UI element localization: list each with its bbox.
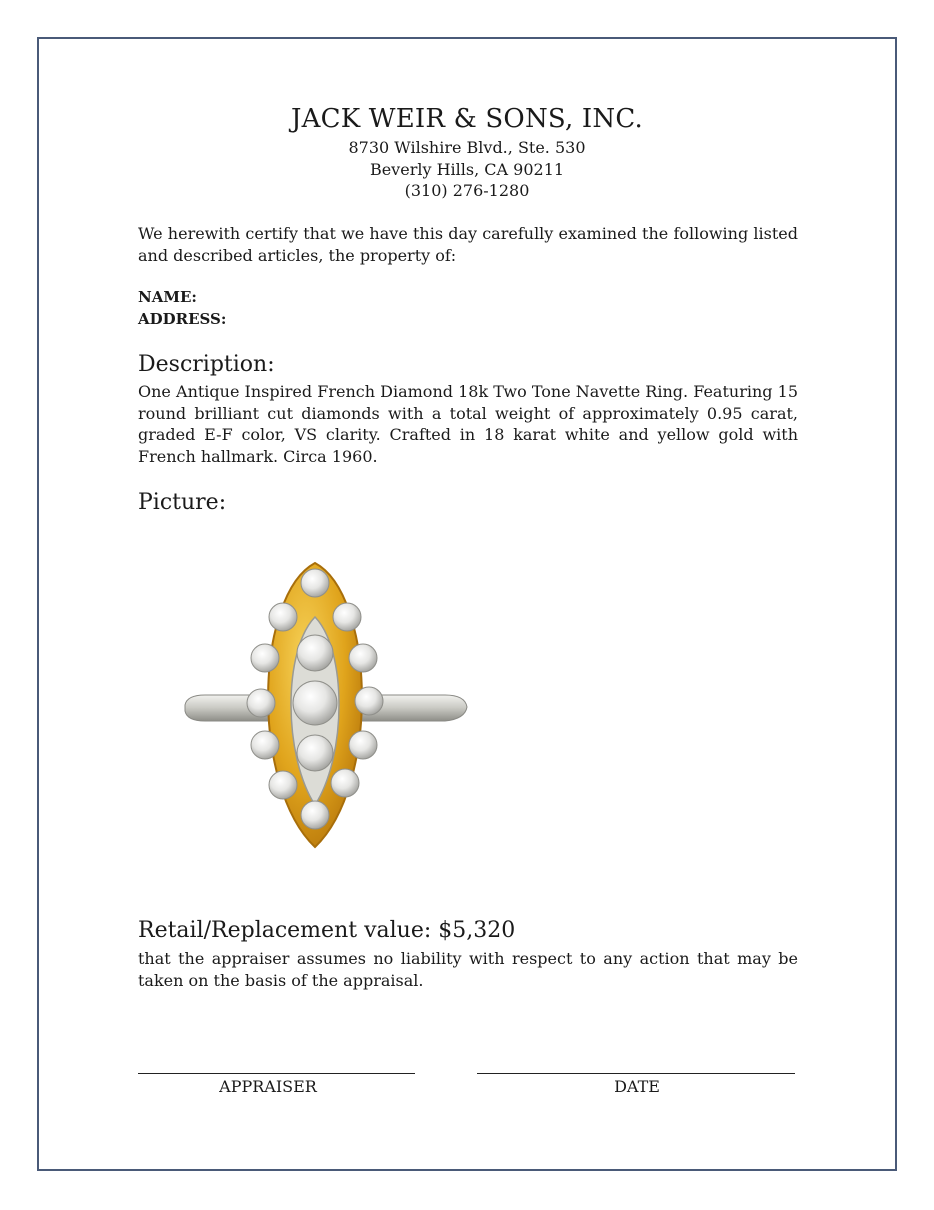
date-signature-line (477, 1073, 795, 1074)
certification-intro: We herewith certify that we have this day carefully examined the following listed and described articles, the property of: (138, 224, 798, 265)
diamond (333, 603, 361, 631)
date-label: DATE (614, 1077, 660, 1096)
diamond (269, 771, 297, 799)
picture-heading: Picture: (138, 490, 227, 515)
diamond (355, 687, 383, 715)
diamond (251, 731, 279, 759)
diamond (269, 603, 297, 631)
diamond (293, 681, 337, 725)
company-name: JACK WEIR & SONS, INC. (291, 104, 643, 134)
company-address-line2: Beverly Hills, CA 90211 (369, 160, 565, 179)
appraiser-signature-line (138, 1073, 415, 1074)
description-body: One Antique Inspired French Diamond 18k Two Tone Navette Ring. Featuring 15 round brilliant cut diamonds with a total weight of approximately 0.95 carat, graded E-F color, VS clarity. Crafted in 18 karat white and yellow gold with French hallmark. Circa 1960. (138, 382, 798, 466)
company-phone: (310) 276-1280 (404, 181, 530, 200)
appraiser-label: APPRAISER (219, 1077, 317, 1096)
diamond (251, 644, 279, 672)
diamond (297, 635, 333, 671)
retail-value: Retail/Replacement value: $5,320 (138, 918, 516, 943)
diamond (331, 769, 359, 797)
company-address-line1: 8730 Wilshire Blvd., Ste. 530 (348, 138, 586, 157)
diamond (297, 735, 333, 771)
diamond (247, 689, 275, 717)
owner-address-label: ADDRESS: (138, 310, 227, 328)
description-heading: Description: (138, 352, 275, 377)
liability-disclaimer: that the appraiser assumes no liability with respect to any action that may be taken on the basis of the appraisal. (138, 949, 798, 990)
owner-name-label: NAME: (138, 288, 197, 306)
diamond (301, 569, 329, 597)
diamond (301, 801, 329, 829)
diamond (349, 644, 377, 672)
ring-photo (175, 555, 475, 855)
diamond (349, 731, 377, 759)
